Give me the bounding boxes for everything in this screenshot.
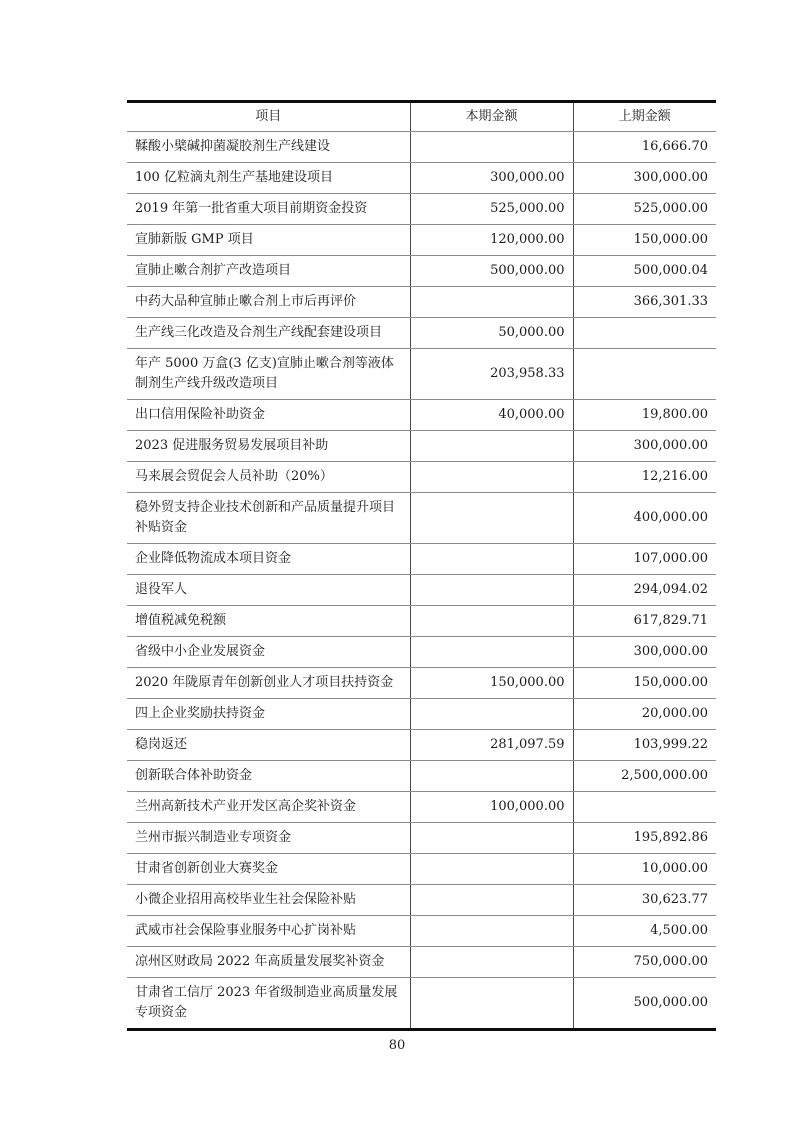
item-cell: 鞣酸小檗碱抑菌凝胶剂生产线建设 (127, 132, 410, 163)
table-row (127, 194, 716, 225)
table-row (127, 885, 716, 916)
header-prior-amount: 上期金额 (573, 102, 716, 132)
current-amount-cell: 150,000.00 (410, 668, 573, 699)
item-cell: 小微企业招用高校毕业生社会保险补贴 (127, 885, 410, 916)
table-row (127, 256, 716, 287)
current-amount-cell: 40,000.00 (410, 400, 573, 431)
prior-amount-cell: 2,500,000.00 (573, 761, 716, 792)
item-cell: 宣肺新版 GMP 项目 (127, 225, 410, 256)
prior-amount-cell: 300,000.00 (573, 637, 716, 668)
item-cell: 凉州区财政局 2022 年高质量发展奖补资金 (127, 947, 410, 978)
prior-amount-cell: 150,000.00 (573, 668, 716, 699)
table-row (127, 947, 716, 978)
item-cell: 年产 5000 万盒(3 亿支)宣肺止嗽合剂等液体制剂生产线升级改造项目 (127, 349, 410, 400)
table-row (127, 761, 716, 792)
current-amount-cell (410, 493, 573, 544)
item-cell: 中药大品种宣肺止嗽合剂上市后再评价 (127, 287, 410, 318)
header-current-amount: 本期金额 (410, 102, 573, 132)
current-amount-cell (410, 287, 573, 318)
prior-amount-cell: 525,000.00 (573, 194, 716, 225)
current-amount-cell (410, 699, 573, 730)
prior-amount-cell: 20,000.00 (573, 699, 716, 730)
current-amount-cell (410, 606, 573, 637)
table-row (127, 493, 716, 544)
current-amount-cell (410, 854, 573, 885)
current-amount-cell (410, 916, 573, 947)
item-cell: 创新联合体补助资金 (127, 761, 410, 792)
header-item: 项目 (127, 102, 410, 132)
item-cell: 武威市社会保险事业服务中心扩岗补贴 (127, 916, 410, 947)
item-cell: 企业降低物流成本项目资金 (127, 544, 410, 575)
item-cell: 2019 年第一批省重大项目前期资金投资 (127, 194, 410, 225)
table-row (127, 163, 716, 194)
table-row (127, 318, 716, 349)
current-amount-cell (410, 761, 573, 792)
table-row (127, 400, 716, 431)
current-amount-cell (410, 823, 573, 854)
prior-amount-cell: 294,094.02 (573, 575, 716, 606)
prior-amount-cell: 366,301.33 (573, 287, 716, 318)
table-row (127, 854, 716, 885)
item-cell: 省级中小企业发展资金 (127, 637, 410, 668)
government-grants-table (127, 100, 716, 1031)
prior-amount-cell: 150,000.00 (573, 225, 716, 256)
prior-amount-cell: 300,000.00 (573, 163, 716, 194)
item-cell: 100 亿粒滴丸剂生产基地建设项目 (127, 163, 410, 194)
current-amount-cell (410, 885, 573, 916)
item-cell: 兰州高新技术产业开发区高企奖补资金 (127, 792, 410, 823)
current-amount-cell (410, 978, 573, 1030)
current-amount-cell: 100,000.00 (410, 792, 573, 823)
item-cell: 出口信用保险补助资金 (127, 400, 410, 431)
prior-amount-cell: 12,216.00 (573, 462, 716, 493)
current-amount-cell (410, 431, 573, 462)
prior-amount-cell: 400,000.00 (573, 493, 716, 544)
prior-amount-cell: 16,666.70 (573, 132, 716, 163)
table-row (127, 462, 716, 493)
current-amount-cell: 500,000.00 (410, 256, 573, 287)
prior-amount-cell: 617,829.71 (573, 606, 716, 637)
table-row (127, 978, 716, 1030)
item-cell: 稳外贸支持企业技术创新和产品质量提升项目补贴资金 (127, 493, 410, 544)
current-amount-cell (410, 637, 573, 668)
item-cell: 2023 促进服务贸易发展项目补助 (127, 431, 410, 462)
table-row (127, 606, 716, 637)
item-cell: 马来展会贸促会人员补助（20%） (127, 462, 410, 493)
table-row (127, 132, 716, 163)
current-amount-cell: 300,000.00 (410, 163, 573, 194)
item-cell: 生产线三化改造及合剂生产线配套建设项目 (127, 318, 410, 349)
table-row (127, 431, 716, 462)
prior-amount-cell: 30,623.77 (573, 885, 716, 916)
prior-amount-cell: 500,000.00 (573, 978, 716, 1030)
table-row (127, 668, 716, 699)
current-amount-cell (410, 947, 573, 978)
table-header-row (127, 102, 716, 132)
prior-amount-cell: 103,999.22 (573, 730, 716, 761)
item-cell: 2020 年陇原青年创新创业人才项目扶持资金 (127, 668, 410, 699)
item-cell: 甘肃省创新创业大赛奖金 (127, 854, 410, 885)
prior-amount-cell (573, 349, 716, 400)
item-cell: 退役军人 (127, 575, 410, 606)
table-row (127, 575, 716, 606)
current-amount-cell: 50,000.00 (410, 318, 573, 349)
current-amount-cell (410, 575, 573, 606)
table-row (127, 730, 716, 761)
table-row (127, 637, 716, 668)
table-row (127, 823, 716, 854)
prior-amount-cell (573, 318, 716, 349)
current-amount-cell: 120,000.00 (410, 225, 573, 256)
current-amount-cell (410, 544, 573, 575)
prior-amount-cell: 750,000.00 (573, 947, 716, 978)
prior-amount-cell: 195,892.86 (573, 823, 716, 854)
current-amount-cell (410, 132, 573, 163)
prior-amount-cell: 19,800.00 (573, 400, 716, 431)
item-cell: 稳岗返还 (127, 730, 410, 761)
table-row (127, 349, 716, 400)
table-row (127, 287, 716, 318)
table-row (127, 699, 716, 730)
prior-amount-cell: 500,000.04 (573, 256, 716, 287)
current-amount-cell: 203,958.33 (410, 349, 573, 400)
item-cell: 增值税减免税额 (127, 606, 410, 637)
table-row (127, 544, 716, 575)
prior-amount-cell: 300,000.00 (573, 431, 716, 462)
item-cell: 兰州市振兴制造业专项资金 (127, 823, 410, 854)
item-cell: 宣肺止嗽合剂扩产改造项目 (127, 256, 410, 287)
item-cell: 四上企业奖励扶持资金 (127, 699, 410, 730)
prior-amount-cell: 10,000.00 (573, 854, 716, 885)
prior-amount-cell (573, 792, 716, 823)
item-cell: 甘肃省工信厅 2023 年省级制造业高质量发展专项资金 (135, 985, 398, 1020)
table-row (127, 225, 716, 256)
current-amount-cell: 281,097.59 (410, 730, 573, 761)
table-row (127, 916, 716, 947)
current-amount-cell (410, 462, 573, 493)
current-amount-cell: 525,000.00 (410, 194, 573, 225)
prior-amount-cell: 4,500.00 (573, 916, 716, 947)
prior-amount-cell: 107,000.00 (573, 544, 716, 575)
table-row (127, 792, 716, 823)
page-number: 80 (388, 1038, 406, 1053)
